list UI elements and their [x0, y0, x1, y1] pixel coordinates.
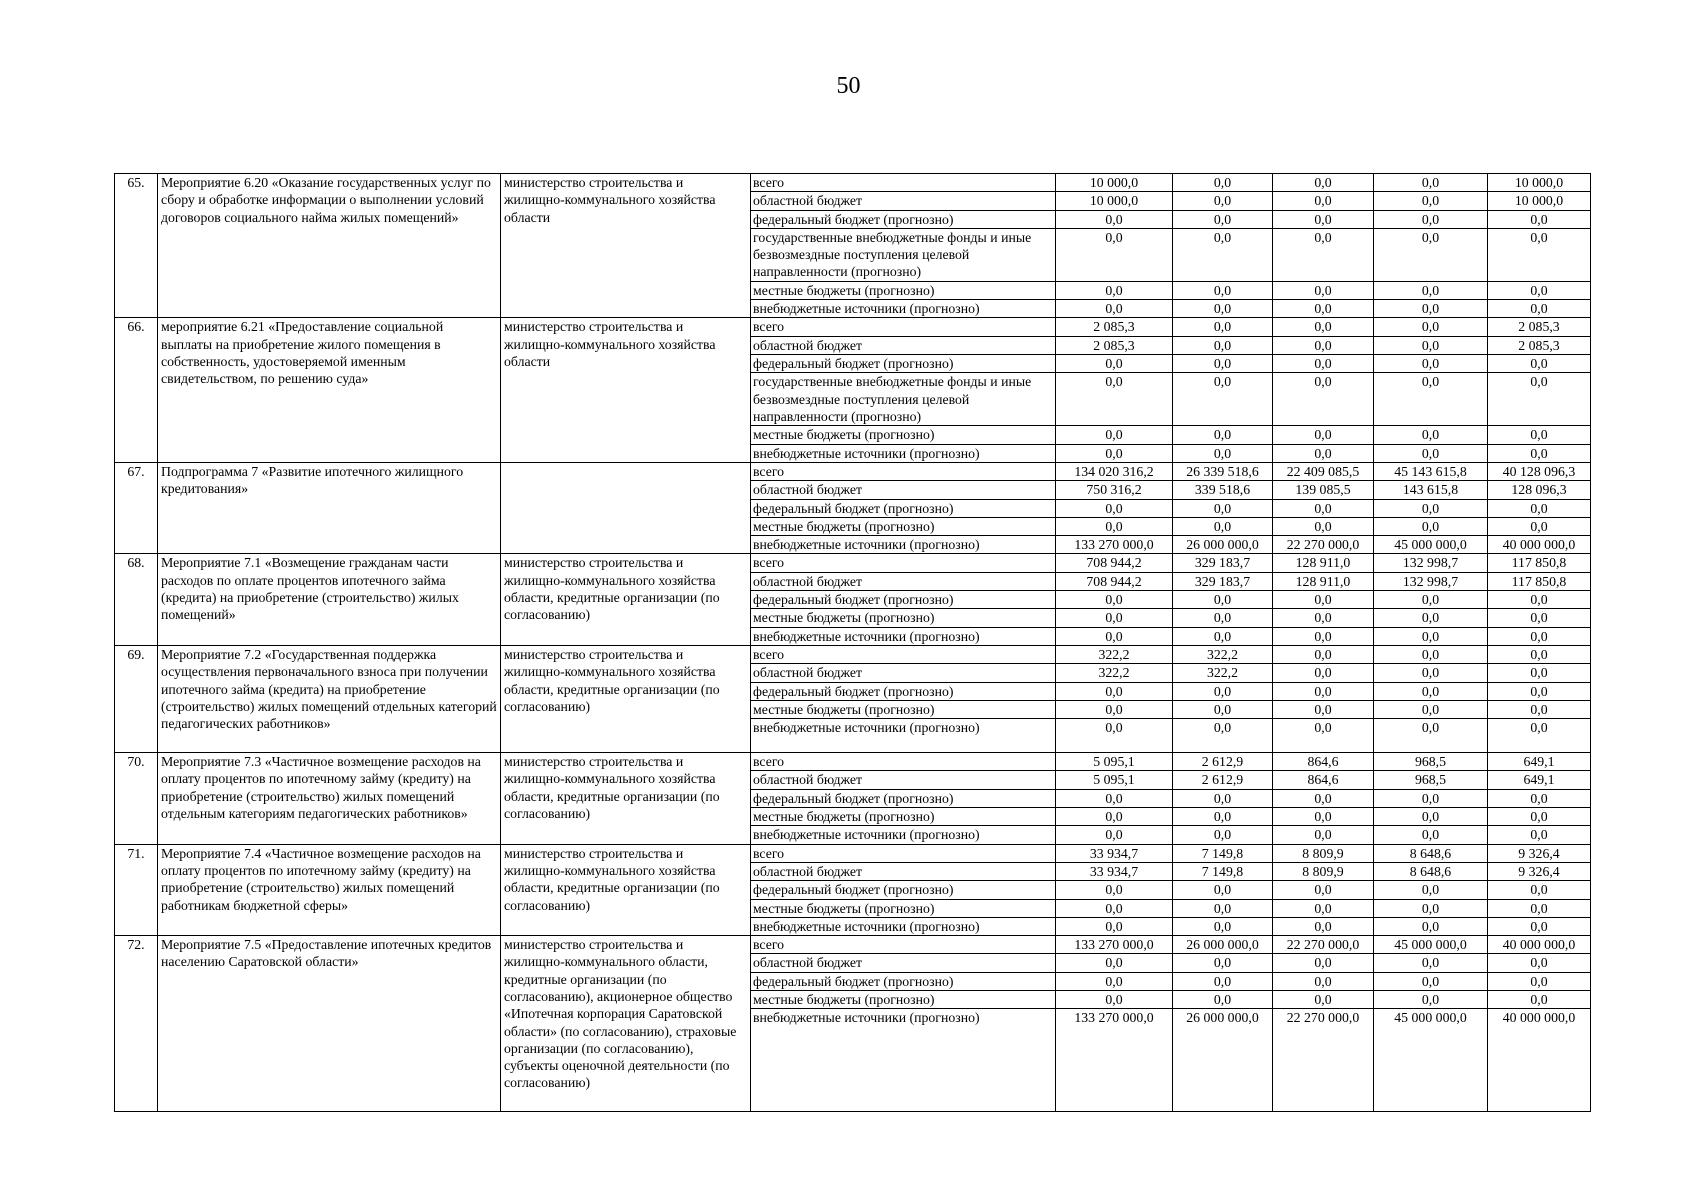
amount-year-2: 26 000 000,0	[1173, 936, 1273, 954]
amount-year-4: 8 648,6	[1374, 862, 1488, 880]
amount-year-1: 0,0	[1056, 881, 1173, 899]
amount-year-3: 0,0	[1273, 664, 1374, 682]
amount-year-2: 0,0	[1173, 300, 1273, 318]
amount-year-2: 0,0	[1173, 210, 1273, 228]
amount-total: 0,0	[1488, 355, 1591, 373]
amount-year-3: 0,0	[1273, 444, 1374, 462]
amount-total: 0,0	[1488, 444, 1591, 462]
amount-year-4: 132 998,7	[1374, 554, 1488, 572]
amount-total: 0,0	[1488, 826, 1591, 844]
amount-year-1: 0,0	[1056, 990, 1173, 1008]
amount-year-1: 0,0	[1056, 517, 1173, 535]
table-row	[115, 753, 1591, 771]
amount-total: 0,0	[1488, 373, 1591, 426]
amount-year-1: 133 270 000,0	[1056, 536, 1173, 554]
amount-year-3: 0,0	[1273, 355, 1374, 373]
amount-year-4: 0,0	[1374, 499, 1488, 517]
amount-year-4: 0,0	[1374, 627, 1488, 645]
row-number: 71.	[115, 844, 158, 935]
amount-year-4: 0,0	[1374, 300, 1488, 318]
funding-source: федеральный бюджет (прогнозно)	[751, 355, 1056, 373]
amount-total: 40 128 096,3	[1488, 462, 1591, 480]
table-body	[115, 174, 1591, 1112]
amount-year-4: 0,0	[1374, 682, 1488, 700]
amount-year-1: 0,0	[1056, 719, 1173, 753]
funding-source: местные бюджеты (прогнозно)	[751, 426, 1056, 444]
amount-year-4: 0,0	[1374, 426, 1488, 444]
amount-year-4: 0,0	[1374, 336, 1488, 354]
amount-year-2: 0,0	[1173, 281, 1273, 299]
amount-year-4: 0,0	[1374, 826, 1488, 844]
amount-year-2: 0,0	[1173, 355, 1273, 373]
amount-total: 0,0	[1488, 426, 1591, 444]
funding-source: внебюджетные источники (прогнозно)	[751, 826, 1056, 844]
funding-source: всего	[751, 645, 1056, 663]
amount-year-4: 0,0	[1374, 318, 1488, 336]
amount-year-4: 0,0	[1374, 645, 1488, 663]
amount-year-1: 0,0	[1056, 954, 1173, 972]
amount-year-2: 2 612,9	[1173, 771, 1273, 789]
amount-year-3: 0,0	[1273, 954, 1374, 972]
amount-total: 117 850,8	[1488, 572, 1591, 590]
amount-year-3: 0,0	[1273, 192, 1374, 210]
amount-year-1: 0,0	[1056, 499, 1173, 517]
table-row	[115, 174, 1591, 192]
amount-year-3: 22 270 000,0	[1273, 936, 1374, 954]
funding-source: всего	[751, 462, 1056, 480]
amount-year-3: 0,0	[1273, 719, 1374, 753]
funding-source: областной бюджет	[751, 954, 1056, 972]
page-number: 50	[836, 73, 861, 99]
measure-title: Мероприятие 7.2 «Государственная поддержка осуществления первоначального взноса при получении ипотечного займа (кредита) на приобретение (строительство) жилых помещений отдельных категорий педагогических работников»	[158, 645, 501, 752]
amount-year-1: 133 270 000,0	[1056, 936, 1173, 954]
amount-total: 0,0	[1488, 719, 1591, 753]
amount-year-4: 0,0	[1374, 228, 1488, 281]
funding-source: всего	[751, 936, 1056, 954]
amount-total: 40 000 000,0	[1488, 536, 1591, 554]
measure-title: Мероприятие 6.20 «Оказание государственных услуг по сбору и обработке информации о выполнении условий договоров социального найма жилых помещений»	[158, 174, 501, 318]
amount-year-4: 0,0	[1374, 899, 1488, 917]
amount-year-4: 45 000 000,0	[1374, 1009, 1488, 1112]
amount-total: 0,0	[1488, 700, 1591, 718]
amount-year-3: 0,0	[1273, 426, 1374, 444]
amount-year-1: 5 095,1	[1056, 753, 1173, 771]
amount-year-4: 0,0	[1374, 609, 1488, 627]
funding-source: федеральный бюджет (прогнозно)	[751, 972, 1056, 990]
amount-total: 0,0	[1488, 645, 1591, 663]
amount-year-4: 8 648,6	[1374, 844, 1488, 862]
amount-year-4: 0,0	[1374, 174, 1488, 192]
amount-year-2: 0,0	[1173, 192, 1273, 210]
amount-total: 0,0	[1488, 228, 1591, 281]
funding-source: внебюджетные источники (прогнозно)	[751, 1009, 1056, 1112]
funding-source: местные бюджеты (прогнозно)	[751, 990, 1056, 1008]
row-number: 66.	[115, 318, 158, 462]
amount-year-3: 0,0	[1273, 682, 1374, 700]
row-number: 68.	[115, 554, 158, 645]
amount-year-2: 26 000 000,0	[1173, 1009, 1273, 1112]
executor: министерство строительства и жилищно-коммунального хозяйства области, кредитные организации (по согласованию)	[501, 753, 751, 844]
measure-title: Мероприятие 7.1 «Возмещение гражданам части расходов по оплате процентов ипотечного займа (кредита) на приобретение (строительство) жилых помещений»	[158, 554, 501, 645]
table-row	[115, 844, 1591, 862]
funding-source: федеральный бюджет (прогнозно)	[751, 210, 1056, 228]
amount-year-1: 33 934,7	[1056, 844, 1173, 862]
funding-source: всего	[751, 844, 1056, 862]
amount-year-3: 8 809,9	[1273, 862, 1374, 880]
amount-year-4: 45 000 000,0	[1374, 936, 1488, 954]
amount-year-1: 10 000,0	[1056, 192, 1173, 210]
amount-year-2: 0,0	[1173, 990, 1273, 1008]
measure-title: Мероприятие 7.3 «Частичное возмещение расходов на оплату процентов по ипотечному займу (кредиту) на приобретение (строительство) жилых помещений отдельным категориям педагогических работников»	[158, 753, 501, 844]
budget-table	[114, 173, 1591, 1112]
amount-year-3: 0,0	[1273, 281, 1374, 299]
amount-year-4: 968,5	[1374, 753, 1488, 771]
amount-year-3: 0,0	[1273, 499, 1374, 517]
amount-total: 10 000,0	[1488, 192, 1591, 210]
funding-source: федеральный бюджет (прогнозно)	[751, 591, 1056, 609]
amount-year-4: 0,0	[1374, 700, 1488, 718]
funding-source: местные бюджеты (прогнозно)	[751, 281, 1056, 299]
funding-source: областной бюджет	[751, 192, 1056, 210]
amount-year-4: 0,0	[1374, 210, 1488, 228]
table-row	[115, 645, 1591, 663]
amount-total: 0,0	[1488, 517, 1591, 535]
amount-year-2: 0,0	[1173, 719, 1273, 753]
amount-year-1: 0,0	[1056, 444, 1173, 462]
amount-year-1: 708 944,2	[1056, 554, 1173, 572]
amount-year-4: 0,0	[1374, 281, 1488, 299]
amount-year-1: 2 085,3	[1056, 336, 1173, 354]
funding-source: всего	[751, 318, 1056, 336]
amount-year-2: 0,0	[1173, 318, 1273, 336]
amount-year-3: 0,0	[1273, 826, 1374, 844]
amount-year-3: 0,0	[1273, 228, 1374, 281]
amount-year-3: 0,0	[1273, 300, 1374, 318]
amount-total: 0,0	[1488, 972, 1591, 990]
amount-year-2: 0,0	[1173, 917, 1273, 935]
amount-year-2: 0,0	[1173, 499, 1273, 517]
measure-title: Мероприятие 7.4 «Частичное возмещение расходов на оплату процентов по ипотечному займу (кредиту) на приобретение (строительство) жилых помещений работникам бюджетной сферы»	[158, 844, 501, 935]
amount-year-3: 139 085,5	[1273, 481, 1374, 499]
funding-source: внебюджетные источники (прогнозно)	[751, 917, 1056, 935]
amount-year-1: 0,0	[1056, 826, 1173, 844]
row-number: 69.	[115, 645, 158, 752]
amount-total: 0,0	[1488, 808, 1591, 826]
amount-year-2: 0,0	[1173, 426, 1273, 444]
amount-year-2: 0,0	[1173, 609, 1273, 627]
funding-source: всего	[751, 174, 1056, 192]
row-number: 65.	[115, 174, 158, 318]
amount-year-3: 0,0	[1273, 336, 1374, 354]
table-row	[115, 554, 1591, 572]
amount-year-1: 0,0	[1056, 591, 1173, 609]
amount-total: 0,0	[1488, 499, 1591, 517]
amount-total: 0,0	[1488, 899, 1591, 917]
amount-year-2: 329 183,7	[1173, 554, 1273, 572]
amount-year-1: 0,0	[1056, 627, 1173, 645]
amount-year-4: 45 000 000,0	[1374, 536, 1488, 554]
amount-year-1: 322,2	[1056, 645, 1173, 663]
funding-source: всего	[751, 554, 1056, 572]
amount-year-3: 0,0	[1273, 318, 1374, 336]
amount-total: 0,0	[1488, 627, 1591, 645]
amount-year-3: 0,0	[1273, 174, 1374, 192]
amount-year-4: 0,0	[1374, 355, 1488, 373]
row-number: 70.	[115, 753, 158, 844]
amount-year-1: 133 270 000,0	[1056, 1009, 1173, 1112]
amount-year-2: 7 149,8	[1173, 844, 1273, 862]
amount-year-4: 0,0	[1374, 192, 1488, 210]
amount-year-4: 0,0	[1374, 917, 1488, 935]
funding-source: областной бюджет	[751, 481, 1056, 499]
amount-year-1: 134 020 316,2	[1056, 462, 1173, 480]
amount-total: 0,0	[1488, 682, 1591, 700]
amount-year-1: 0,0	[1056, 426, 1173, 444]
amount-total: 0,0	[1488, 990, 1591, 1008]
funding-source: федеральный бюджет (прогнозно)	[751, 881, 1056, 899]
amount-year-1: 0,0	[1056, 281, 1173, 299]
amount-year-2: 339 518,6	[1173, 481, 1273, 499]
amount-year-1: 0,0	[1056, 228, 1173, 281]
amount-total: 2 085,3	[1488, 336, 1591, 354]
amount-year-2: 0,0	[1173, 826, 1273, 844]
amount-year-1: 5 095,1	[1056, 771, 1173, 789]
funding-source: областной бюджет	[751, 862, 1056, 880]
executor: министерство строительства и жилищно-коммунального хозяйства области	[501, 174, 751, 318]
amount-year-2: 0,0	[1173, 444, 1273, 462]
funding-source: внебюджетные источники (прогнозно)	[751, 300, 1056, 318]
amount-year-4: 132 998,7	[1374, 572, 1488, 590]
amount-total: 0,0	[1488, 789, 1591, 807]
funding-source: местные бюджеты (прогнозно)	[751, 517, 1056, 535]
measure-title: Подпрограмма 7 «Развитие ипотечного жилищного кредитования»	[158, 462, 501, 553]
amount-year-4: 0,0	[1374, 517, 1488, 535]
amount-year-4: 143 615,8	[1374, 481, 1488, 499]
amount-year-2: 26 000 000,0	[1173, 536, 1273, 554]
funding-source: местные бюджеты (прогнозно)	[751, 700, 1056, 718]
amount-year-2: 0,0	[1173, 682, 1273, 700]
amount-year-2: 0,0	[1173, 899, 1273, 917]
amount-year-2: 0,0	[1173, 627, 1273, 645]
amount-year-2: 0,0	[1173, 336, 1273, 354]
amount-total: 649,1	[1488, 753, 1591, 771]
amount-year-2: 322,2	[1173, 645, 1273, 663]
amount-year-3: 128 911,0	[1273, 572, 1374, 590]
amount-year-3: 0,0	[1273, 627, 1374, 645]
amount-year-3: 22 270 000,0	[1273, 1009, 1374, 1112]
amount-year-4: 0,0	[1374, 990, 1488, 1008]
funding-source: федеральный бюджет (прогнозно)	[751, 499, 1056, 517]
amount-total: 9 326,4	[1488, 862, 1591, 880]
amount-year-2: 0,0	[1173, 954, 1273, 972]
measure-title: Мероприятие 7.5 «Предоставление ипотечных кредитов населению Саратовской области»	[158, 936, 501, 1112]
amount-year-2: 0,0	[1173, 174, 1273, 192]
funding-source: внебюджетные источники (прогнозно)	[751, 536, 1056, 554]
amount-year-1: 0,0	[1056, 210, 1173, 228]
funding-source: областной бюджет	[751, 572, 1056, 590]
amount-year-3: 0,0	[1273, 373, 1374, 426]
executor: министерство строительства и жилищно-коммунального хозяйства области, кредитные организации (по согласованию)	[501, 645, 751, 752]
amount-year-3: 0,0	[1273, 645, 1374, 663]
amount-year-3: 0,0	[1273, 789, 1374, 807]
amount-year-2: 0,0	[1173, 373, 1273, 426]
amount-total: 0,0	[1488, 281, 1591, 299]
amount-year-4: 0,0	[1374, 444, 1488, 462]
amount-year-2: 0,0	[1173, 228, 1273, 281]
amount-year-1: 0,0	[1056, 972, 1173, 990]
amount-total: 0,0	[1488, 954, 1591, 972]
amount-year-4: 0,0	[1374, 373, 1488, 426]
amount-total: 2 085,3	[1488, 318, 1591, 336]
row-number: 72.	[115, 936, 158, 1112]
amount-year-3: 22 270 000,0	[1273, 536, 1374, 554]
amount-total: 117 850,8	[1488, 554, 1591, 572]
amount-year-1: 708 944,2	[1056, 572, 1173, 590]
amount-year-2: 322,2	[1173, 664, 1273, 682]
funding-source: внебюджетные источники (прогнозно)	[751, 627, 1056, 645]
amount-year-3: 0,0	[1273, 899, 1374, 917]
amount-year-1: 0,0	[1056, 373, 1173, 426]
amount-total: 0,0	[1488, 664, 1591, 682]
funding-source: областной бюджет	[751, 336, 1056, 354]
amount-year-4: 0,0	[1374, 881, 1488, 899]
amount-year-2: 0,0	[1173, 972, 1273, 990]
amount-total: 0,0	[1488, 591, 1591, 609]
funding-source: местные бюджеты (прогнозно)	[751, 808, 1056, 826]
amount-year-1: 0,0	[1056, 808, 1173, 826]
amount-year-1: 0,0	[1056, 609, 1173, 627]
amount-year-1: 0,0	[1056, 355, 1173, 373]
amount-year-4: 0,0	[1374, 719, 1488, 753]
amount-total: 0,0	[1488, 609, 1591, 627]
amount-year-1: 322,2	[1056, 664, 1173, 682]
amount-year-1: 2 085,3	[1056, 318, 1173, 336]
row-number: 67.	[115, 462, 158, 553]
table-row	[115, 318, 1591, 336]
executor	[501, 462, 751, 553]
amount-year-2: 0,0	[1173, 700, 1273, 718]
amount-total: 0,0	[1488, 917, 1591, 935]
amount-year-2: 7 149,8	[1173, 862, 1273, 880]
table-row	[115, 936, 1591, 954]
amount-total: 9 326,4	[1488, 844, 1591, 862]
amount-year-3: 0,0	[1273, 591, 1374, 609]
amount-year-1: 750 316,2	[1056, 481, 1173, 499]
amount-total: 40 000 000,0	[1488, 936, 1591, 954]
amount-year-4: 0,0	[1374, 664, 1488, 682]
amount-year-3: 0,0	[1273, 990, 1374, 1008]
funding-source: внебюджетные источники (прогнозно)	[751, 719, 1056, 753]
amount-year-3: 0,0	[1273, 210, 1374, 228]
amount-year-2: 0,0	[1173, 517, 1273, 535]
amount-year-4: 0,0	[1374, 591, 1488, 609]
funding-source: областной бюджет	[751, 771, 1056, 789]
amount-year-4: 0,0	[1374, 954, 1488, 972]
amount-year-3: 128 911,0	[1273, 554, 1374, 572]
amount-year-2: 26 339 518,6	[1173, 462, 1273, 480]
amount-year-1: 0,0	[1056, 300, 1173, 318]
amount-year-2: 0,0	[1173, 881, 1273, 899]
amount-total: 10 000,0	[1488, 174, 1591, 192]
executor: министерство строительства и жилищно-коммунального хозяйства области, кредитные организации (по согласованию)	[501, 844, 751, 935]
funding-source: государственные внебюджетные фонды и иные безвозмездные поступления целевой направленности (прогнозно)	[751, 373, 1056, 426]
amount-year-4: 0,0	[1374, 972, 1488, 990]
amount-year-4: 0,0	[1374, 789, 1488, 807]
amount-year-1: 0,0	[1056, 917, 1173, 935]
amount-year-3: 864,6	[1273, 753, 1374, 771]
amount-total: 0,0	[1488, 881, 1591, 899]
amount-year-3: 22 409 085,5	[1273, 462, 1374, 480]
amount-year-1: 0,0	[1056, 789, 1173, 807]
amount-total: 40 000 000,0	[1488, 1009, 1591, 1112]
amount-year-4: 968,5	[1374, 771, 1488, 789]
funding-source: внебюджетные источники (прогнозно)	[751, 444, 1056, 462]
amount-year-2: 0,0	[1173, 808, 1273, 826]
amount-total: 128 096,3	[1488, 481, 1591, 499]
amount-year-1: 33 934,7	[1056, 862, 1173, 880]
funding-source: всего	[751, 753, 1056, 771]
executor: министерство строительства и жилищно-коммунального хозяйства области	[501, 318, 751, 462]
amount-total: 649,1	[1488, 771, 1591, 789]
amount-year-1: 0,0	[1056, 899, 1173, 917]
funding-source: местные бюджеты (прогнозно)	[751, 899, 1056, 917]
amount-year-2: 2 612,9	[1173, 753, 1273, 771]
amount-year-1: 0,0	[1056, 682, 1173, 700]
amount-year-3: 0,0	[1273, 881, 1374, 899]
amount-year-3: 8 809,9	[1273, 844, 1374, 862]
amount-year-4: 45 143 615,8	[1374, 462, 1488, 480]
amount-total: 0,0	[1488, 210, 1591, 228]
measure-title: мероприятие 6.21 «Предоставление социальной выплаты на приобретение жилого помещения в собственность, удостоверяемой именным свидетельством, по решению суда»	[158, 318, 501, 462]
funding-source: федеральный бюджет (прогнозно)	[751, 789, 1056, 807]
funding-source: федеральный бюджет (прогнозно)	[751, 682, 1056, 700]
amount-year-3: 0,0	[1273, 517, 1374, 535]
amount-year-2: 329 183,7	[1173, 572, 1273, 590]
amount-year-3: 0,0	[1273, 917, 1374, 935]
table-row	[115, 462, 1591, 480]
funding-source: местные бюджеты (прогнозно)	[751, 609, 1056, 627]
amount-year-3: 0,0	[1273, 808, 1374, 826]
amount-year-3: 0,0	[1273, 609, 1374, 627]
amount-year-1: 10 000,0	[1056, 174, 1173, 192]
funding-source: государственные внебюджетные фонды и иные безвозмездные поступления целевой направленности (прогнозно)	[751, 228, 1056, 281]
executor: министерство строительства и жилищно-коммунального области, кредитные организации (по согласованию), акционерное общество «Ипотечная корпорация Саратовской области» (по согласованию), страховые организации (по согласованию), субъекты оценочной деятельности (по согласованию)	[501, 936, 751, 1112]
amount-total: 0,0	[1488, 300, 1591, 318]
amount-year-3: 0,0	[1273, 972, 1374, 990]
amount-year-4: 0,0	[1374, 808, 1488, 826]
executor: министерство строительства и жилищно-коммунального хозяйства области, кредитные организации (по согласованию)	[501, 554, 751, 645]
amount-year-2: 0,0	[1173, 591, 1273, 609]
amount-year-2: 0,0	[1173, 789, 1273, 807]
amount-year-1: 0,0	[1056, 700, 1173, 718]
amount-year-3: 864,6	[1273, 771, 1374, 789]
funding-source: областной бюджет	[751, 664, 1056, 682]
amount-year-3: 0,0	[1273, 700, 1374, 718]
